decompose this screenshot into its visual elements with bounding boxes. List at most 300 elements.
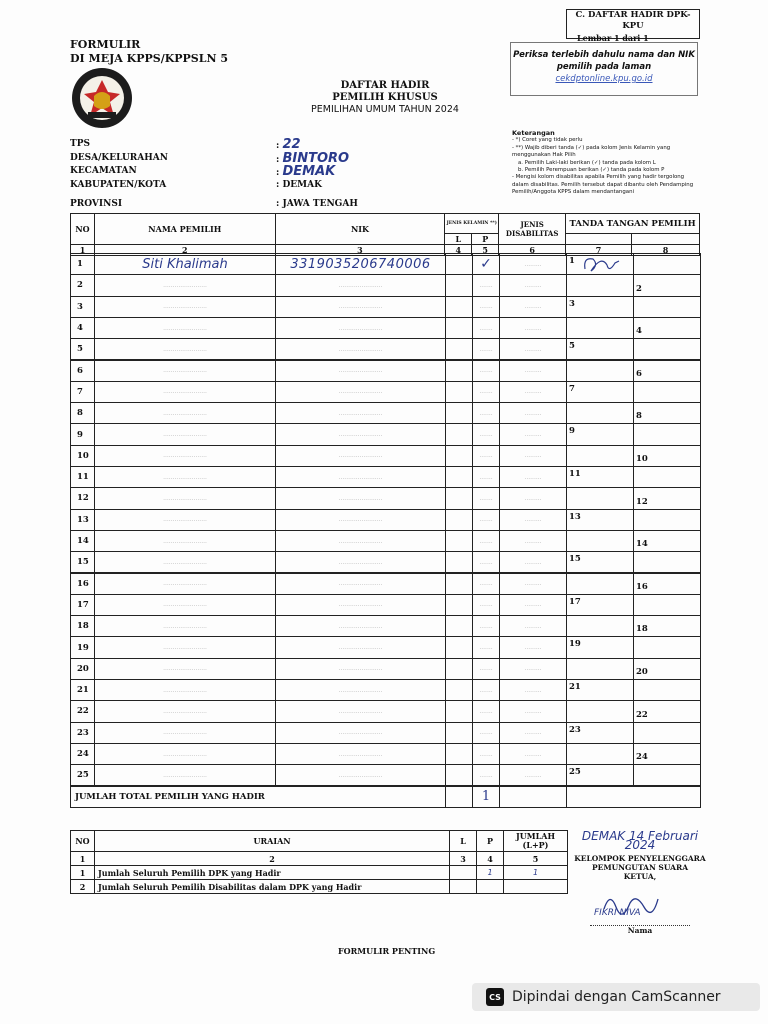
sum-header-no: NO: [71, 831, 95, 852]
sum-colnum-5: 5: [504, 852, 568, 866]
row-13-l: [445, 509, 473, 531]
notice-line-2: pemilih pada laman: [556, 62, 652, 72]
value-desa: BINTORO: [282, 150, 350, 166]
row-14-nik: .......................: [275, 530, 446, 552]
row-4-p: .......: [472, 317, 500, 339]
sum-row2-l: [450, 880, 477, 894]
row-13-disabilitas: .........: [499, 509, 567, 531]
row-3-signature-number: 3: [569, 298, 575, 309]
row-8-signature-divider: [633, 403, 634, 423]
row-15-signature-divider: [633, 552, 634, 572]
row-2-no: 2: [70, 274, 95, 296]
row-14-disabilitas: .........: [499, 530, 567, 552]
sum-header-jumlah: JUMLAH (L+P): [504, 831, 568, 852]
row-20-signature: [566, 658, 701, 680]
row-7-disabilitas: .........: [499, 381, 567, 403]
row-23-nik: .......................: [275, 722, 446, 744]
sum-header-p: P: [477, 831, 504, 852]
row-22-nama: .......................: [94, 700, 276, 722]
row-20-nama: .......................: [94, 658, 276, 680]
row-15-signature-number: 15: [569, 554, 581, 565]
row-11-no: 11: [70, 466, 95, 488]
row-2-nama: .......................: [94, 274, 276, 296]
value-kabupaten: : DEMAK: [276, 179, 322, 190]
identity-labels: [70, 138, 168, 212]
row-24-disabilitas: .........: [499, 743, 567, 765]
label-kecamatan: KECAMATAN: [70, 166, 137, 176]
colnum-5: 5: [472, 245, 499, 256]
row-8-nik: .......................: [275, 402, 446, 424]
row-8-l: [445, 402, 473, 424]
value-tps: 22: [282, 137, 301, 152]
row-22-nik: .......................: [275, 700, 446, 722]
row-6-no: 6: [70, 360, 95, 382]
row-23-no: 23: [70, 722, 95, 744]
row-7-no: 7: [70, 381, 95, 403]
row-14-signature-divider: [633, 531, 634, 551]
row-23-p: .......: [472, 722, 500, 744]
notes-block: [512, 130, 702, 197]
row-13-p: .......: [472, 509, 500, 531]
row-5-disabilitas: .........: [499, 338, 567, 360]
sum-row2-label: Jumlah Seluruh Pemilih Disabilitas dalam DPK yang Hadir: [94, 880, 449, 894]
notes-line-1: - *) Coret yang tidak perlu: [512, 137, 583, 144]
row-10-l: [445, 445, 473, 467]
row-19-nik: .......................: [275, 636, 446, 658]
row-16-signature: [566, 573, 701, 595]
row-15-nama: .......................: [94, 551, 276, 573]
row-2-l: [445, 274, 473, 296]
row-7-signature-divider: [633, 382, 634, 402]
row-5-nik: .......................: [275, 338, 446, 360]
row-23-nama: .......................: [94, 722, 276, 744]
row-7-nik: .......................: [275, 381, 446, 403]
colnum-6: 6: [499, 245, 566, 256]
row-17-no: 17: [70, 594, 95, 616]
sum-row2-no: 2: [71, 880, 95, 894]
colnum-8: 8: [632, 245, 700, 256]
row-24-signature-divider: [633, 744, 634, 764]
title-line-3: PEMILIHAN UMUM TAHUN 2024: [311, 104, 459, 115]
row-3-signature-divider: [633, 297, 634, 317]
row-25-nama: .......................: [94, 764, 276, 786]
row-3-p: .......: [472, 296, 500, 318]
row-24-signature: [566, 743, 701, 765]
row-4-nik: .......................: [275, 317, 446, 339]
row-25-disabilitas: .........: [499, 764, 567, 786]
row-10-disabilitas: .........: [499, 445, 567, 467]
row-18-nik: .......................: [275, 615, 446, 637]
signature-line-1: KELOMPOK PENYELENGGARA: [574, 854, 706, 863]
row-20-no: 20: [70, 658, 95, 680]
row-22-l: [445, 700, 473, 722]
row-17-signature-number: 17: [569, 596, 581, 607]
sum-header-uraian: URAIAN: [94, 831, 449, 852]
notes-line-2: - **) Wajib diberi tanda (✓) pada kolom Jenis Kelamin yang menggunakan Hak Pilih: [512, 144, 671, 159]
label-provinsi: PROVINSI: [70, 199, 123, 209]
row-4-signature: [566, 317, 701, 339]
row-16-signature-divider: [633, 574, 634, 594]
row-7-l: [445, 381, 473, 403]
row-23-l: [445, 722, 473, 744]
row-25-l: [445, 764, 473, 786]
header-nik: NIK: [275, 214, 445, 245]
row-1-no: 1: [70, 253, 95, 275]
row-12-signature: [566, 487, 701, 509]
row-10-signature-divider: [633, 446, 634, 466]
colnum-4: 4: [445, 245, 472, 256]
row-25-p: .......: [472, 764, 500, 786]
row-21-disabilitas: .........: [499, 679, 567, 701]
row-7-p: .......: [472, 381, 500, 403]
sum-row1-total: 1: [504, 866, 568, 880]
row-1-p: [472, 253, 500, 275]
row-3-no: 3: [70, 296, 95, 318]
row-14-l: [445, 530, 473, 552]
notes-line-4: b. Pemilih Perempuan berikan (✓) tanda pada kolom P: [518, 167, 665, 174]
row-21-nama: .......................: [94, 679, 276, 701]
header-p: P: [472, 234, 499, 245]
row-12-disabilitas: .........: [499, 487, 567, 509]
row-8-nama: .......................: [94, 402, 276, 424]
row-11-signature: [566, 466, 701, 488]
row-6-nik: .......................: [275, 360, 446, 382]
document-title: [280, 80, 490, 116]
sum-row1-label: Jumlah Seluruh Pemilih DPK yang Hadir: [94, 866, 449, 880]
form-code: C. DAFTAR HADIR DPK-KPU: [575, 10, 691, 31]
row-10-signature: [566, 445, 701, 467]
colnum-2: 2: [94, 245, 275, 256]
row-22-no: 22: [70, 700, 95, 722]
row-5-signature: [566, 338, 701, 360]
row-20-p: .......: [472, 658, 500, 680]
sum-colnum-2: 2: [94, 852, 449, 866]
row-4-disabilitas: .........: [499, 317, 567, 339]
row-13-nik: .......................: [275, 509, 446, 531]
row-22-p: .......: [472, 700, 500, 722]
row-10-p: .......: [472, 445, 500, 467]
row-10-no: 10: [70, 445, 95, 467]
row-6-signature: [566, 360, 701, 382]
value-kecamatan: DEMAK: [282, 164, 336, 179]
row-19-disabilitas: .........: [499, 636, 567, 658]
sum-colnum-4: 4: [477, 852, 504, 866]
camscanner-watermark: [472, 983, 760, 1011]
row-11-p: .......: [472, 466, 500, 488]
row-19-signature-number: 19: [569, 639, 581, 650]
colnum-1: 1: [71, 245, 95, 256]
row-9-p: .......: [472, 423, 500, 445]
row-19-nama: .......................: [94, 636, 276, 658]
camscanner-icon: CS: [486, 988, 504, 1006]
check-notice: [510, 42, 698, 96]
row-15-signature: [566, 551, 701, 573]
row-8-signature: [566, 402, 701, 424]
signature-name-label: Nama: [627, 926, 653, 935]
row-14-p: .......: [472, 530, 500, 552]
row-24-l: [445, 743, 473, 765]
row-1-nik: [275, 253, 446, 275]
row-15-nik: .......................: [275, 551, 446, 573]
row-25-no: 25: [70, 764, 95, 786]
row-21-no: 21: [70, 679, 95, 701]
row-1-nama: [94, 253, 276, 275]
row-20-signature-number: 20: [636, 666, 648, 677]
row-3-signature: [566, 296, 701, 318]
row-21-signature: [566, 679, 701, 701]
row-22-signature-divider: [633, 701, 634, 721]
row-2-nik: .......................: [275, 274, 446, 296]
row-2-signature: [566, 274, 701, 296]
row-2-disabilitas: .........: [499, 274, 567, 296]
row-1-nik-value: 3319035206740006: [290, 256, 431, 272]
row-24-no: 24: [70, 743, 95, 765]
row-19-no: 19: [70, 636, 95, 658]
row-24-p: .......: [472, 743, 500, 765]
kpu-logo: [70, 66, 134, 130]
row-4-signature-divider: [633, 318, 634, 338]
row-8-disabilitas: .........: [499, 402, 567, 424]
row-8-p: .......: [472, 402, 500, 424]
footer-label: FORMULIR PENTING: [338, 946, 436, 956]
row-21-signature-divider: [633, 680, 634, 700]
row-21-l: [445, 679, 473, 701]
row-8-signature-number: 8: [636, 411, 642, 422]
attendance-table: [70, 213, 700, 256]
row-1-signature-number: 1: [569, 256, 575, 266]
signature-line-3: KETUA,: [623, 872, 657, 881]
total-signature: [566, 786, 701, 808]
row-6-disabilitas: .........: [499, 360, 567, 382]
sum-row2-p: [477, 880, 504, 894]
row-16-p: .......: [472, 573, 500, 595]
row-9-signature: [566, 423, 701, 445]
row-25-signature-number: 25: [569, 767, 581, 778]
signature-place-date: DEMAK 14 Februari 2024: [581, 829, 699, 852]
row-9-no: 9: [70, 423, 95, 445]
row-4-signature-number: 4: [636, 326, 642, 337]
row-1-signature-scribble: [579, 255, 629, 275]
sum-row1-l: [450, 866, 477, 880]
summary-table: [70, 830, 568, 894]
row-18-l: [445, 615, 473, 637]
row-1-p-check: ✓: [480, 256, 492, 273]
row-18-p: .......: [472, 615, 500, 637]
row-15-p: .......: [472, 551, 500, 573]
notice-link[interactable]: cekdptonline.kpu.go.id: [555, 74, 653, 84]
row-7-signature: [566, 381, 701, 403]
row-15-no: 15: [70, 551, 95, 573]
row-4-l: [445, 317, 473, 339]
notes-line-5: - Mengisi kolom disabilitas apabila Pemilih yang hadir tergolong dalam disabilitas. Pemilih tersebut dapat dibantu oleh Pendamping Pemilih/Anggota KPPS dalam mendantangani: [512, 174, 694, 196]
row-11-nama: .......................: [94, 466, 276, 488]
total-p: 1: [472, 786, 500, 808]
row-19-p: .......: [472, 636, 500, 658]
total-l: [445, 786, 473, 808]
row-8-no: 8: [70, 402, 95, 424]
row-11-l: [445, 466, 473, 488]
row-22-signature-number: 22: [636, 709, 648, 720]
header-jenis-kelamin: JENIS KELAMIN **): [445, 214, 499, 234]
row-21-p: .......: [472, 679, 500, 701]
notes-heading: Keterangan: [512, 129, 555, 137]
row-21-signature-number: 21: [569, 682, 581, 692]
row-23-signature: [566, 722, 701, 744]
notes-line-3: a. Pemilih Laki-laki berikan (✓) tanda pada kolom L: [518, 159, 656, 166]
form-heading-line-2: DI MEJA KPPS/KPPSLN 5: [70, 52, 229, 65]
row-18-signature-number: 18: [636, 624, 648, 635]
row-6-l: [445, 360, 473, 382]
row-13-signature-divider: [633, 510, 634, 530]
row-17-nik: .......................: [275, 594, 446, 616]
sum-row1-no: 1: [71, 866, 95, 880]
row-12-signature-divider: [633, 488, 634, 508]
row-16-nama: .......................: [94, 573, 276, 595]
label-desa: DESA/KELURAHAN: [70, 152, 168, 163]
header-nama: NAMA PEMILIH: [94, 214, 275, 245]
row-2-signature-divider: [633, 275, 634, 295]
row-19-l: [445, 636, 473, 658]
row-24-signature-number: 24: [636, 752, 648, 763]
row-17-p: .......: [472, 594, 500, 616]
row-15-disabilitas: .........: [499, 551, 567, 573]
watermark-text: Dipindai dengan CamScanner: [512, 989, 721, 1005]
form-heading: [70, 38, 228, 66]
row-16-l: [445, 573, 473, 595]
row-13-signature: [566, 509, 701, 531]
row-17-signature-divider: [633, 595, 634, 615]
label-kabupaten: KABUPATEN/KOTA: [70, 179, 167, 190]
row-9-signature-number: 9: [569, 426, 575, 437]
notice-line-1: Periksa terlebih dahulu nama dan NIK: [513, 50, 695, 60]
row-24-nama: .......................: [94, 743, 276, 765]
row-21-nik: .......................: [275, 679, 446, 701]
header-disabilitas: JENIS DISABILITAS: [499, 214, 566, 245]
row-13-nama: .......................: [94, 509, 276, 531]
sum-header-l: L: [450, 831, 477, 852]
row-16-disabilitas: .........: [499, 573, 567, 595]
row-1-disabilitas: .........: [499, 253, 567, 275]
sheet-counter: Lembar 1 dari 1: [577, 33, 649, 43]
row-14-signature-number: 14: [636, 539, 648, 550]
row-23-signature-divider: [633, 723, 634, 743]
total-disabilitas: [499, 786, 567, 808]
row-12-no: 12: [70, 487, 95, 509]
row-18-signature-divider: [633, 616, 634, 636]
row-5-signature-number: 5: [569, 341, 575, 352]
signature-area: [570, 881, 710, 925]
row-4-nama: .......................: [94, 317, 276, 339]
signature-line-2: PEMUNGUTAN SUARA: [591, 863, 689, 872]
row-5-nama: .......................: [94, 338, 276, 360]
row-10-signature-number: 10: [636, 453, 648, 464]
row-9-disabilitas: .........: [499, 423, 567, 445]
row-7-signature-number: 7: [569, 383, 575, 394]
row-22-signature: [566, 700, 701, 722]
row-9-nik: .......................: [275, 423, 446, 445]
colnum-7: 7: [566, 245, 632, 256]
row-25-nik: .......................: [275, 764, 446, 786]
row-2-signature-number: 2: [636, 283, 642, 294]
total-label: JUMLAH TOTAL PEMILIH YANG HADIR: [70, 786, 446, 808]
row-24-nik: .......................: [275, 743, 446, 765]
value-provinsi: : JAWA TENGAH: [276, 199, 358, 209]
row-14-nama: .......................: [94, 530, 276, 552]
row-3-nik: .......................: [275, 296, 446, 318]
row-18-no: 18: [70, 615, 95, 637]
row-15-l: [445, 551, 473, 573]
row-22-disabilitas: .........: [499, 700, 567, 722]
row-17-l: [445, 594, 473, 616]
label-tps: TPS: [70, 139, 90, 149]
row-17-nama: .......................: [94, 594, 276, 616]
row-6-p: .......: [472, 360, 500, 382]
row-7-nama: .......................: [94, 381, 276, 403]
row-5-p: .......: [472, 338, 500, 360]
row-6-signature-divider: [633, 361, 634, 381]
form-heading-line-1: FORMULIR: [70, 38, 141, 51]
row-1-signature: [566, 253, 701, 275]
header-no: NO: [71, 214, 95, 245]
sum-row1-p: 1: [477, 866, 504, 880]
header-tanda-tangan: TANDA TANGAN PEMILIH: [566, 214, 700, 234]
row-13-signature-number: 13: [569, 511, 581, 522]
row-3-nama: .......................: [94, 296, 276, 318]
row-17-signature: [566, 594, 701, 616]
row-12-nama: .......................: [94, 487, 276, 509]
title-line-1: DAFTAR HADIR: [340, 80, 430, 91]
signature-name: FIKRI NIVA: [594, 908, 641, 918]
row-3-disabilitas: .........: [499, 296, 567, 318]
row-11-signature-number: 11: [569, 469, 581, 479]
row-14-no: 14: [70, 530, 95, 552]
row-16-signature-number: 16: [636, 581, 648, 592]
signature-block: [570, 829, 710, 935]
row-11-nik: .......................: [275, 466, 446, 488]
row-16-nik: .......................: [275, 573, 446, 595]
row-12-l: [445, 487, 473, 509]
row-12-p: .......: [472, 487, 500, 509]
row-11-signature-divider: [633, 467, 634, 487]
row-5-signature-divider: [633, 339, 634, 359]
row-18-nama: .......................: [94, 615, 276, 637]
row-1-l: [445, 253, 473, 275]
row-18-disabilitas: .........: [499, 615, 567, 637]
sum-row2-total: [504, 880, 568, 894]
row-20-disabilitas: .........: [499, 658, 567, 680]
header-l: L: [445, 234, 472, 245]
sum-colnum-1: 1: [71, 852, 95, 866]
row-3-l: [445, 296, 473, 318]
title-line-2: PEMILIH KHUSUS: [332, 92, 438, 103]
colnum-3: 3: [275, 245, 445, 256]
row-23-signature-number: 23: [569, 724, 581, 735]
row-10-nama: .......................: [94, 445, 276, 467]
row-5-no: 5: [70, 338, 95, 360]
row-20-nik: .......................: [275, 658, 446, 680]
identity-values: : 22 : BINTORO : DEMAK : DEMAK : JAWA TENGAH: [276, 138, 358, 212]
row-1-nama-value: Siti Khalimah: [142, 256, 228, 272]
row-5-l: [445, 338, 473, 360]
row-25-signature-divider: [633, 765, 634, 785]
row-19-signature-divider: [633, 637, 634, 657]
row-11-disabilitas: .........: [499, 466, 567, 488]
row-2-p: .......: [472, 274, 500, 296]
row-1-signature-divider: [633, 254, 634, 274]
row-6-nama: .......................: [94, 360, 276, 382]
row-12-signature-number: 12: [636, 496, 648, 507]
row-12-nik: .......................: [275, 487, 446, 509]
